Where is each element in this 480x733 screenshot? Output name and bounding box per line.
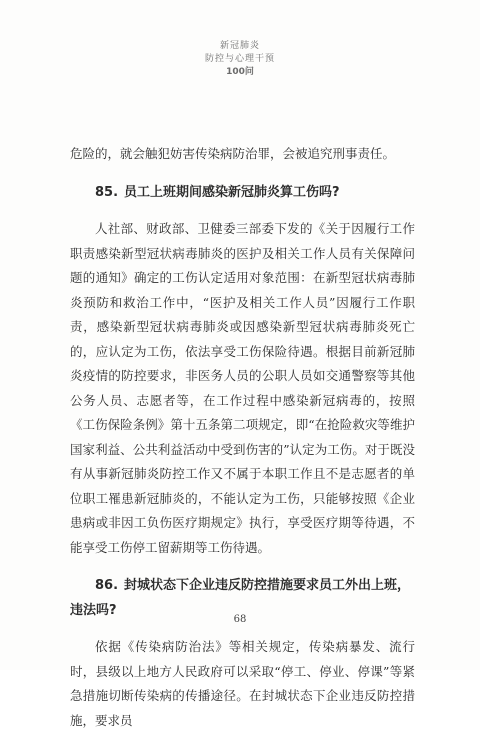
header-title-line1: 新冠肺炎: [219, 41, 260, 51]
header-title-line3: 100问: [226, 67, 254, 77]
page-content: [70, 142, 415, 733]
question-85-answer: 人社部、财政部、卫健委三部委下发的《关于因履行工作职责感染新型冠状病毒肺炎的医护及相关工作人员有关保障问题的通知》确定的工伤认定适用对象范围：在新型冠状病毒肺炎预防和救治工作中，“医护及相关工作人员”因履行工作职责，感染新型冠状病毒肺炎或因感染新型冠状病毒肺炎死亡的，应认定为工伤，依法享受工伤保险待遇。根据目前新冠肺炎疫情的防控要求，非医务人员的公职人员如交通警察等其他公务人员、志愿者等，在工作过程中感染新冠病毒的，按照《工伤保险条例》第十五条第二项规定，即“在抢险救灾等维护国家利益、公共利益活动中受到伤害的”认定为工伤。对于既没有从事新冠肺炎防控工作又不属于本职工作且不是志愿者的单位职工罹患新冠肺炎的，不能认定为工伤，只能够按照《企业患病或非因工负伤医疗期规定》执行，享受医疗期等待遇，不能享受工伤停工留薪期等工伤待遇。: [70, 221, 415, 555]
question-title: 封城状态下企业违反防控措施要求员工外出上班，违法吗?: [70, 578, 411, 618]
question-title: 员工上班期间感染新冠肺炎算工伤吗?: [124, 184, 340, 200]
header-title-line2: 防控与心理干预: [204, 54, 275, 64]
question-number: 85.: [95, 184, 119, 200]
running-header: [0, 40, 480, 79]
question-86-answer: 依据《传染病防治法》等相关规定，传染病暴发、流行时，县级以上地方人民政府可以采取“停工、停业、停课”等紧急措施切断传染病的传播途径。在封城状态下企业违反防控措施，要求员: [70, 639, 415, 728]
continued-paragraph: 危险的，就会触犯妨害传染病防治罪，会被追究刑事责任。: [70, 146, 396, 161]
question-85-heading: [70, 181, 415, 206]
question-number: 86.: [95, 578, 119, 593]
page-number: 68: [233, 614, 247, 625]
